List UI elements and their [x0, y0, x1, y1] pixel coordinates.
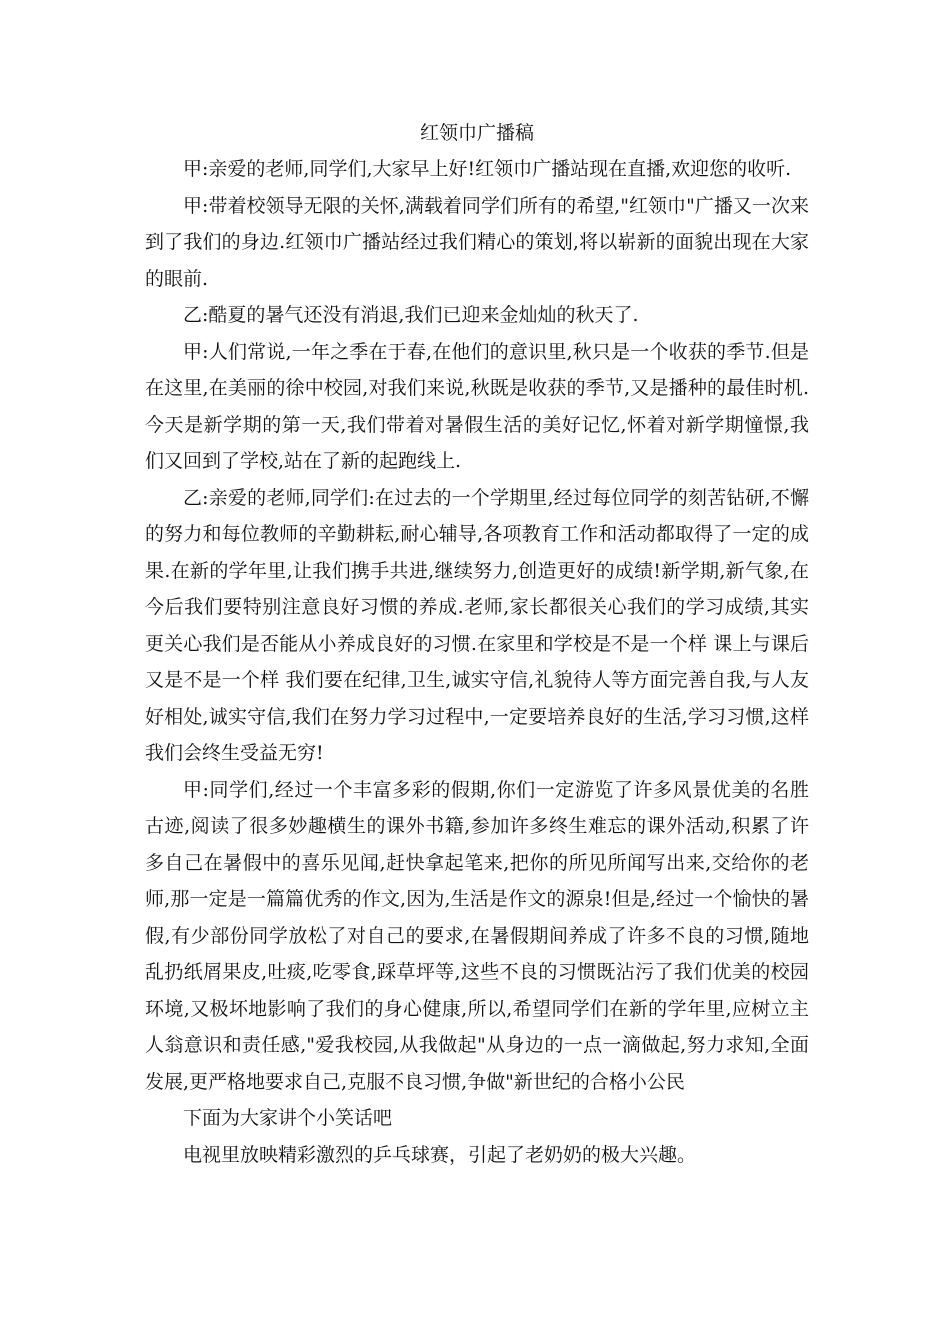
- document-page: [145, 115, 809, 1173]
- paragraph-autumn: 乙:酷夏的暑气还没有消退,我们已迎来金灿灿的秋天了.: [183, 304, 639, 326]
- paragraph-joke: 电视里放映精彩激烈的乒乓球赛，引起了老奶奶的极大兴趣。: [183, 1143, 697, 1166]
- document-title: 红领巾广播稿: [419, 122, 534, 144]
- paragraph-new-term: 甲:人们常说,一年之季在于春,在他们的意识里,秋只是一个收获的季节.但是在这里,在美丽的徐中校园,对我们来说,秋既是收获的季节,又是播种的最佳时机.今天是新学期的第一天,我们带着对暑假生活的美好记忆,怀着对新学期憧憬,我们又回到了学校,站在了新的起跑线上.: [145, 340, 809, 472]
- paragraph-joke-intro: 下面为大家讲个小笑话吧: [183, 1107, 393, 1129]
- paragraph-habits: 乙:亲爱的老师,同学们:在过去的一个学期里,经过每位同学的刻苦钻研,不懈的努力和每位教师的辛勤耕耘,耐心辅导,各项教育工作和活动都取得了一定的成果.在新的学年里,让我们携手共进,继续努力,创造更好的成绩!新学期,新气象,在今后我们要特别注意良好习惯的养成.老师,家长都很关心我们的学习成绩,其实更关心我们是否能从小养成良好的习惯.在家里和学校是不是一个样 课上与课后又是不是一个样 我们要在纪律,卫生,诚实守信,礼貌待人等方面完善自我,与人友好相处,诚实守信,我们在努力学习过程中,一定要培养良好的生活,学习习惯,这样我们会终生受益无穷!: [145, 486, 809, 764]
- paragraph-greeting: 甲:亲爱的老师,同学们,大家早上好!红领巾广播站现在直播,欢迎您的收听.: [183, 158, 792, 180]
- paragraph-holiday: 甲:同学们,经过一个丰富多彩的假期,你们一定游览了许多风景优美的名胜古迹,阅读了很多妙趣横生的课外书籍,参加许多终生难忘的课外活动,积累了许多自己在暑假中的喜乐见闻,赶快拿起笔来,把你的所见所闻写出来,交给你的老师,那一定是一篇篇优秀的作文,因为,生活是作文的源泉!但是,经过一个愉快的暑假,有少部份同学放松了对自己的要求,在暑假期间养成了许多不良的习惯,随地乱扔纸屑果皮,吐痰,吃零食,踩草坪等,这些不良的习惯既沾污了我们优美的校园环境,又极坏地影响了我们的身心健康,所以,希望同学们在新的学年里,应树立主人翁意识和责任感,"爱我校园,从我做起"从身边的一点一滴做起,努力求知,全面发展,更严格地要求自己,克服不良习惯,争做"新世纪的合格小公民: [145, 778, 809, 1093]
- paragraph-intro: 甲:带着校领导无限的关怀,满载着同学们所有的希望,"红领巾"广播又一次来到了我们的身边.红领巾广播站经过我们精心的策划,将以崭新的面貌出现在大家的眼前.: [145, 194, 809, 290]
